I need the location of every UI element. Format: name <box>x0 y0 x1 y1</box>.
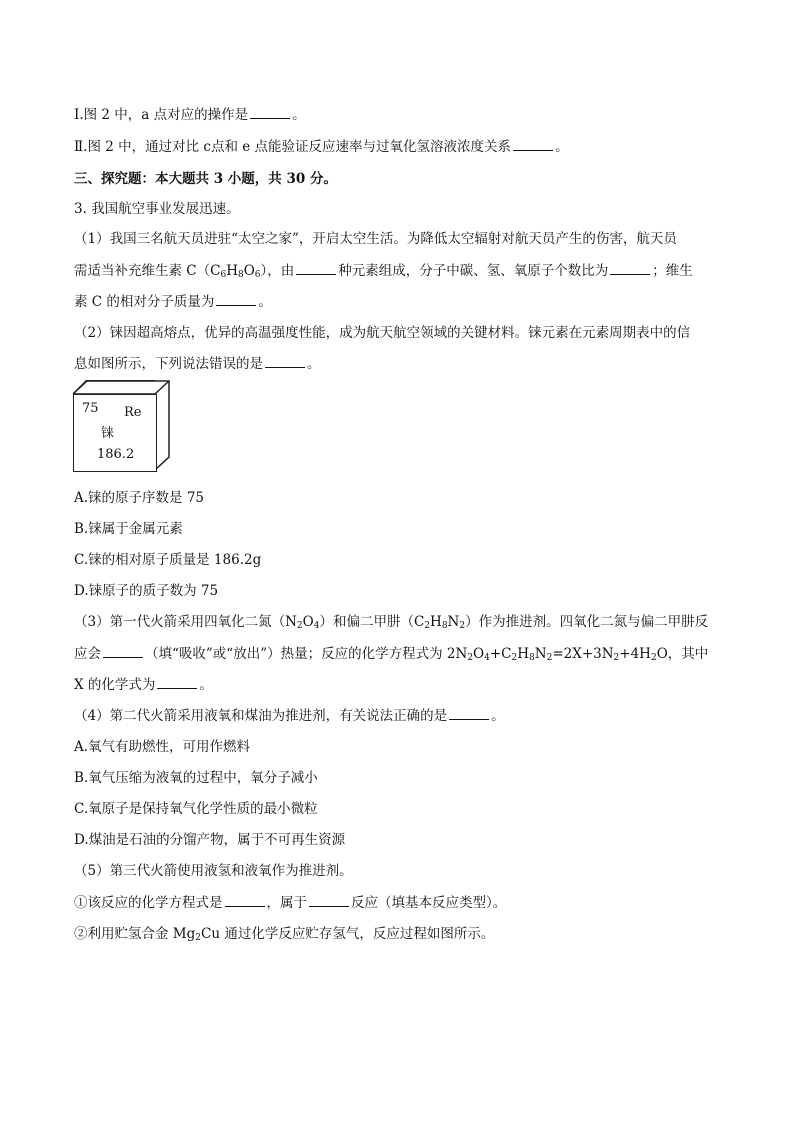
option-a-part-2: A.铼的原子序数是 75 <box>74 490 205 506</box>
tile-front-face <box>73 394 157 472</box>
answer-blank <box>296 262 336 275</box>
section-heading: 三、探究题：本大题共 3 小题，共 30 分。 <box>74 171 337 187</box>
answer-blank <box>610 262 650 275</box>
part-1-line-c: 素 C 的相对分子质量为 。 <box>74 294 272 310</box>
answer-blank <box>265 355 305 368</box>
part-5-line: （5）第三代火箭使用液氢和液氧作为推进剂。 <box>74 863 353 879</box>
part-4-line: （4）第二代火箭采用液氧和煤油为推进剂，有关说法正确的是 。 <box>74 708 505 724</box>
answer-blank <box>216 293 256 306</box>
question-line-i: Ⅰ.图 2 中，a 点对应的操作是 。 <box>74 107 306 123</box>
element-tile-rhenium <box>70 380 170 474</box>
part-1-line-a: （1）我国三名航天员进驻“太空之家”，开启太空生活。为降低太空辐射对航天员产生的伤害，航天员 <box>74 231 677 247</box>
part-3-line-a: （3）第一代火箭采用四氧化二氮$(N_2O_4)$和偏二甲肼$(C_2H_8N_2)$作为推进剂。四氧化二氮与偏二甲肼反 <box>74 614 709 631</box>
question-3-title: 3. 我国航空事业发展迅速。 <box>74 201 240 217</box>
option-c-part-2: C.铼的相对原子质量是 186.2g <box>74 552 262 568</box>
part-2-line-b: 息如图所示，下列说法错误的是 。 <box>74 356 321 372</box>
element-name: 铼 <box>101 426 115 441</box>
atomic-mass: 186.2 <box>97 447 135 462</box>
option-d-part-4: D.煤油是石油的分馏产物，属于不可再生资源 <box>74 832 346 848</box>
answer-blank <box>103 645 143 658</box>
atomic-number: 75 <box>82 401 99 416</box>
option-d-part-2: D.铼原子的质子数为 75 <box>74 583 219 599</box>
part-1-line-b: 需适当补充维生素 $C(C_6H_8O_6)$，由 种元素组成，分子中碳、氢、氧原子个数比为 ；维生 <box>74 263 693 280</box>
element-symbol: Re <box>124 405 142 420</box>
answer-blank <box>513 138 553 151</box>
answer-blank <box>157 676 197 689</box>
part-5-sub-2: ②利用贮氢合金 $Mg_2Cu$ 通过化学反应贮存氢气，反应过程如图所示。 <box>74 926 495 943</box>
answer-blank <box>449 707 489 720</box>
part-3-line-b: 应会 （填“吸收”或“放出”）热量；反应的化学方程式为 $2N_2O_4+C_2H_8N_2=2X+3N_2+4H_2O$，其中 <box>74 646 709 663</box>
option-c-part-4: C.氧原子是保持氧气化学性质的最小微粒 <box>74 801 318 817</box>
option-a-part-4: A.氧气有助燃性，可用作燃料 <box>74 739 251 755</box>
answer-blank <box>309 894 349 907</box>
part-2-line-a: （2）铼因超高熔点，优异的高温强度性能，成为航天航空领域的关键材料。铼元素在元素周期表中的信 <box>74 325 691 341</box>
question-line-ii: Ⅱ.图 2 中，通过对比 c点和 e 点能验证反应速率与过氧化氢溶液浓度关系 。 <box>74 139 569 155</box>
option-b-part-2: B.铼属于金属元素 <box>74 521 183 537</box>
part-3-line-c: X 的化学式为 。 <box>74 677 213 693</box>
option-b-part-4: B.氧气压缩为液氧的过程中，氧分子减小 <box>74 770 318 786</box>
part-5-sub-1: ①该反应的化学方程式是 ，属于 反应（填基本反应类型）。 <box>74 895 507 911</box>
answer-blank <box>225 894 265 907</box>
answer-blank <box>250 106 290 119</box>
